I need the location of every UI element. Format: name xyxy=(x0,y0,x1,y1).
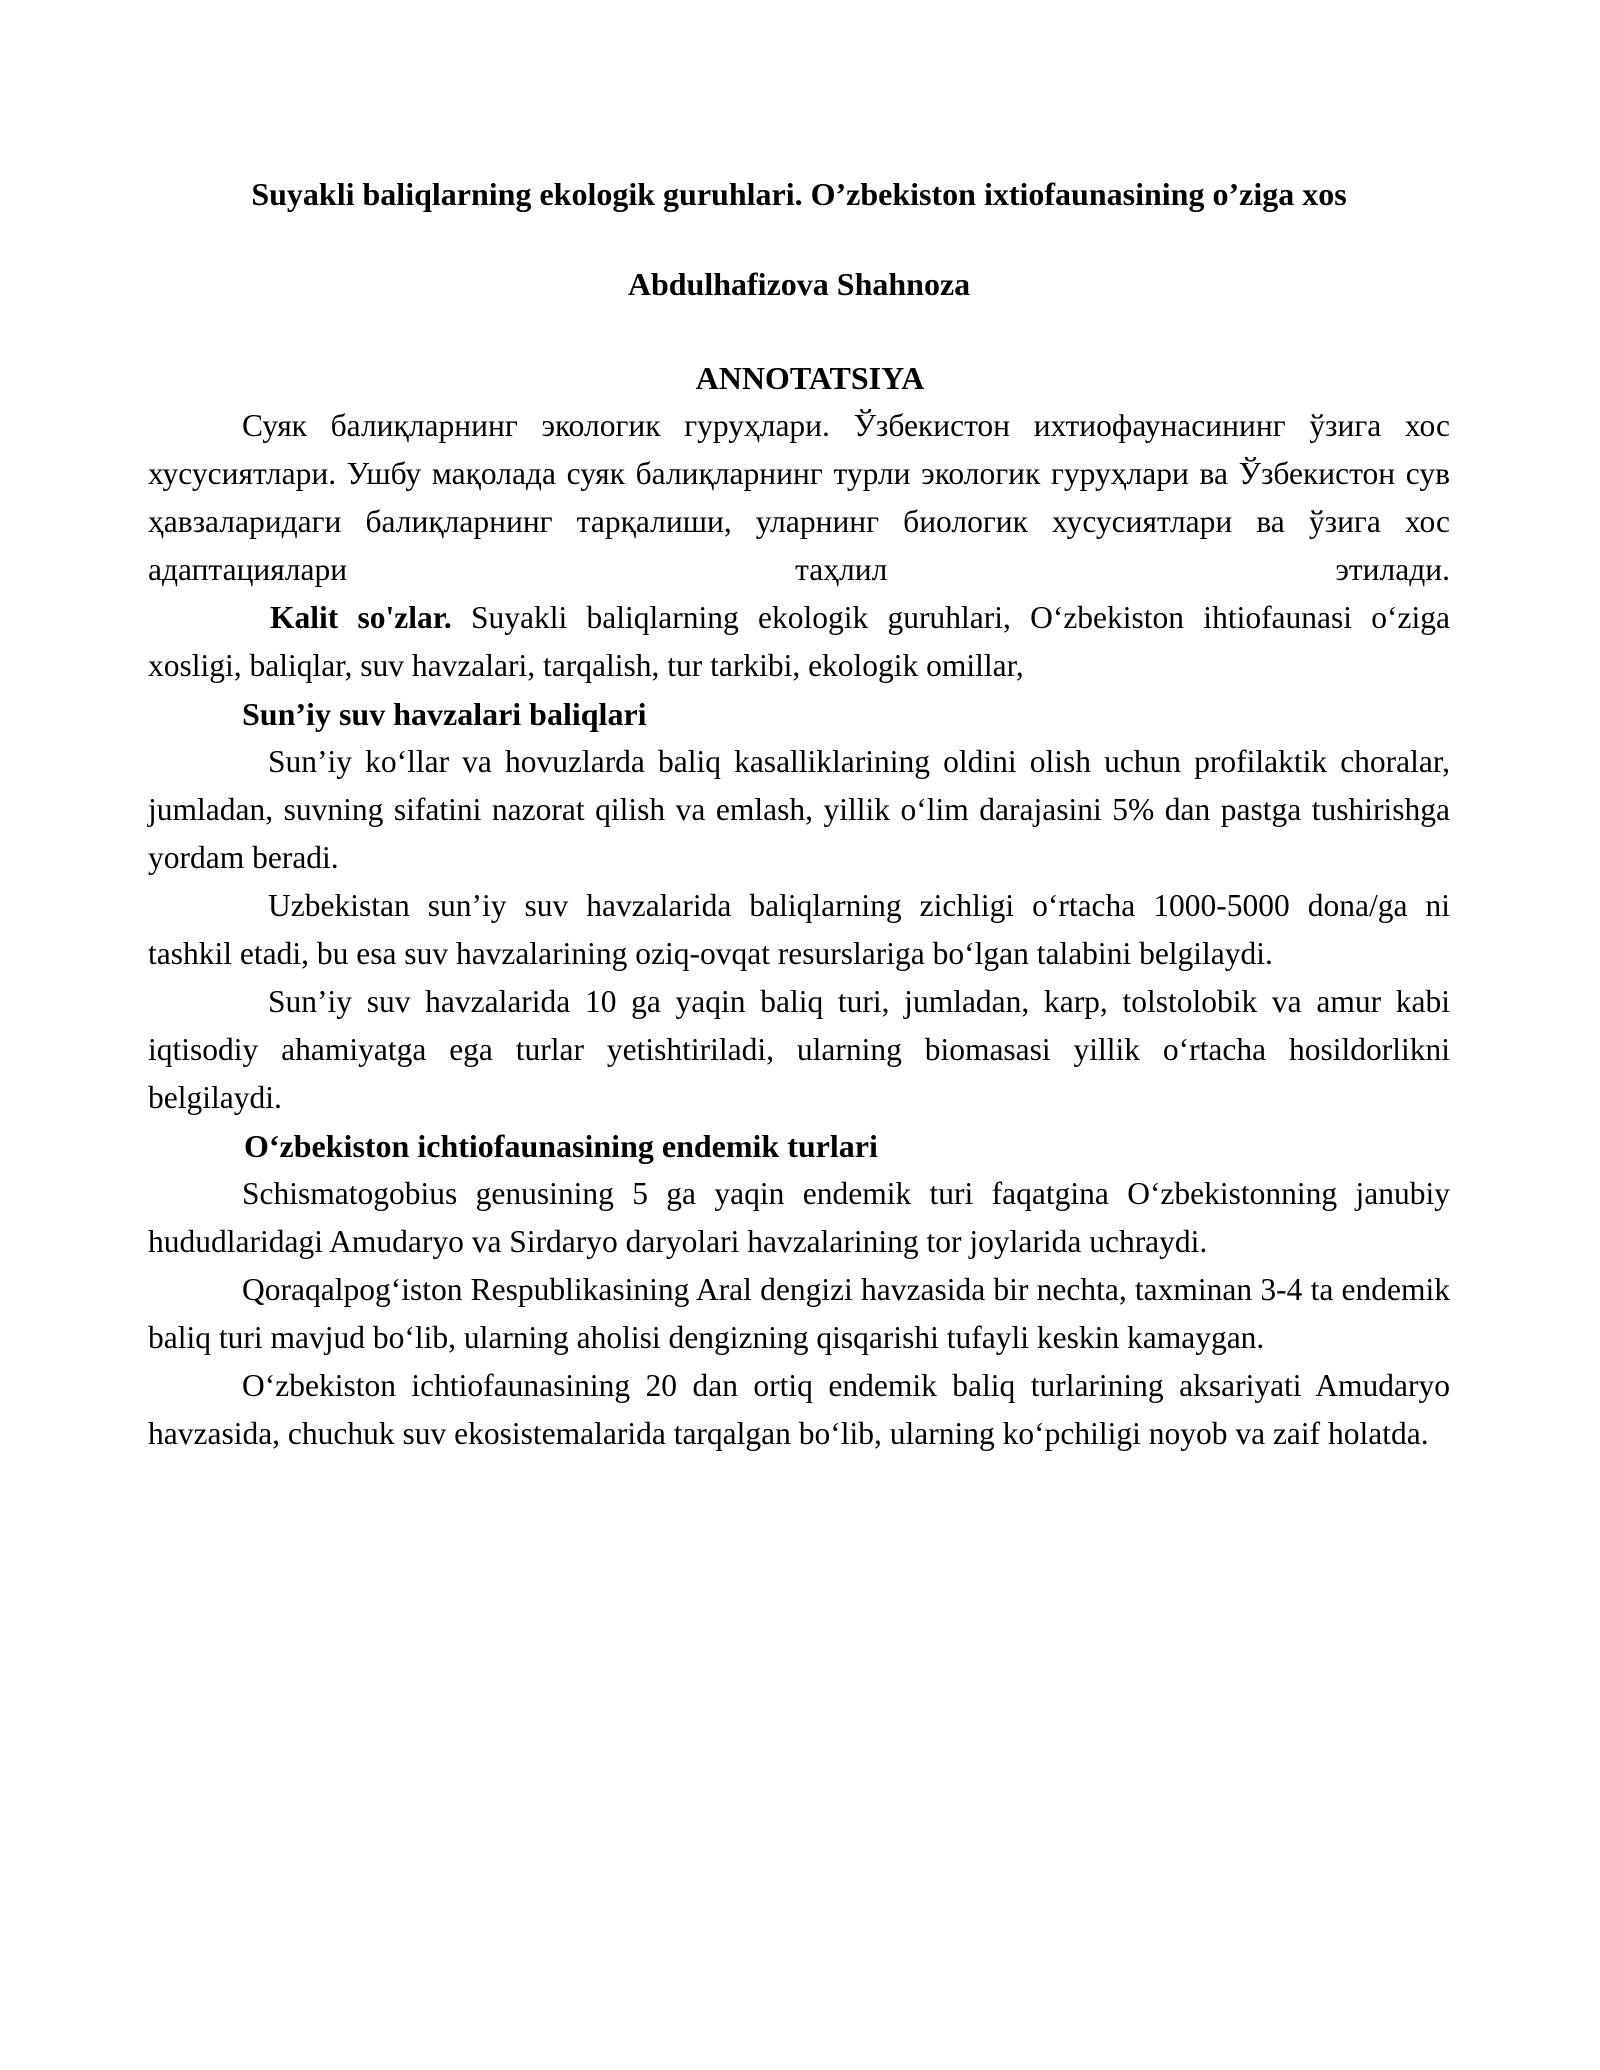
keywords-text: Suyakli baliqlarning ekologik guruhlari, O‘zbekiston ihtiofaunasi o‘ziga xosligi, baliqlar, suv havzalari, tarqalish, tur tarkibi, ekologik omillar, xyxy=(148,600,1450,683)
abstract-text: Суяк балиқларнинг экологик гуруҳлари. Ўзбекистон ихтиофаунасининг ўзига хос хусусиятлари. Ушбу мақолада суяк балиқларнинг турли экологик гуруҳлари ва Ўзбекистон сув ҳавзаларидаги балиқларнинг тарқалиши, уларнинг биологик хусусиятлари ва ўзига хос адаптациялари таҳлил этилади. xyxy=(148,408,1450,587)
section-2-paragraph-2: Qoraqalpog‘iston Respublikasining Aral dengizi havzasida bir nechta, taxminan 3-4 ta endemik baliq turi mavjud bo‘lib, ularning aholisi dengizning qisqarishi tufayli keskin kamaygan. xyxy=(148,1272,1450,1355)
section-heading-artificial-ponds: Sun’iy suv havzalari baliqlari xyxy=(242,696,647,732)
section-2-paragraph-3: O‘zbekiston ichtiofaunasining 20 dan ortiq endemik baliq turlarining aksariyati Amudaryo havzasida, chuchuk suv ekosistemalarida tarqalgan bo‘lib, ularning ko‘pchiligi noyob va zaif holatda. xyxy=(148,1368,1450,1451)
keywords-label: Kalit so'zlar. xyxy=(270,600,452,635)
section-heading-endemic-species: O‘zbekiston ichtiofaunasining endemik turlari xyxy=(244,1128,878,1164)
keywords-paragraph xyxy=(148,594,1450,690)
section-1-paragraph-3: Sun’iy suv havzalarida 10 ga yaqin baliq turi, jumladan, karp, tolstolobik va amur kabi iqtisodiy ahamiyatga ega turlar yetishtiriladi, ularning biomasasi yillik o‘rtacha hosildorlikni belgilaydi. xyxy=(148,984,1450,1115)
author-name: Abdulhafizova Shahnoza xyxy=(627,266,971,302)
paper-title: Suyakli baliqlarning ekologik guruhlari. O’zbekiston ixtiofaunasining o’ziga xos xyxy=(251,176,1347,212)
section-1-paragraph-2: Uzbekistan sun’iy suv havzalarida baliqlarning zichligi o‘rtacha 1000-5000 dona/ga ni tashkil etadi, bu esa suv havzalarining oziq-ovqat resurslariga bo‘lgan talabini belgilaydi. xyxy=(148,888,1450,971)
section-1-paragraph-1: Sun’iy ko‘llar va hovuzlarda baliq kasalliklarining oldini olish uchun profilaktik choralar, jumladan, suvning sifatini nazorat qilish va emlash, yillik o‘lim darajasini 5% dan pastga tushirishga yordam beradi. xyxy=(148,744,1450,875)
document-page xyxy=(148,170,1450,1458)
section-2-paragraph-1: Schismatogobius genusining 5 ga yaqin endemik turi faqatgina O‘zbekistonning janubiy hududlaridagi Amudaryo va Sirdaryo daryolari havzalarining tor joylarida uchraydi. xyxy=(148,1176,1450,1259)
abstract-label: ANNOTATSIYA xyxy=(695,360,925,396)
